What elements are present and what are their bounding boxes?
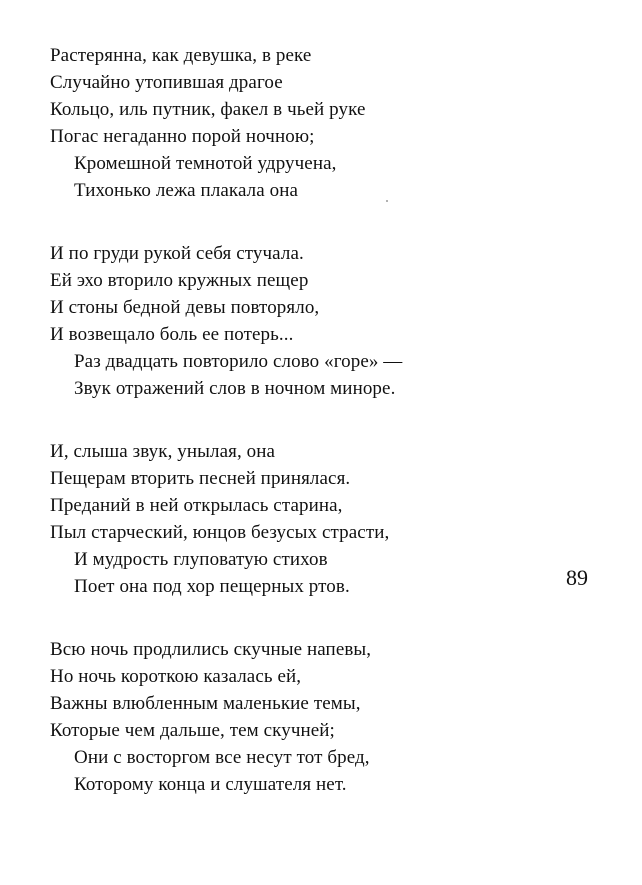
poem-line: Всю ночь продлились скучные напевы, bbox=[50, 639, 372, 660]
scan-speck bbox=[386, 200, 388, 202]
poem bbox=[50, 42, 570, 834]
poem-line: Кольцо, иль путник, факел в чьей руке bbox=[50, 99, 366, 120]
poem-line: И по груди рукой себя стучала. bbox=[50, 243, 304, 264]
stanza-3 bbox=[50, 438, 570, 600]
poem-line-indented: Звук отражений слов в ночном миноре. bbox=[74, 378, 396, 399]
page-number: 89 bbox=[566, 565, 588, 590]
poem-line-indented: Которому конца и слушателя нет. bbox=[74, 774, 347, 795]
poem-line: Которые чем дальше, тем скучней; bbox=[50, 720, 335, 741]
poem-line: Но ночь короткою казалась ей, bbox=[50, 666, 302, 687]
poem-line: Преданий в ней открылась старина, bbox=[50, 495, 343, 516]
poem-line: Важны влюбленным маленькие темы, bbox=[50, 693, 361, 714]
stanza-1 bbox=[50, 42, 570, 204]
poem-line-indented: Поет она под хор пещерных ртов. bbox=[74, 576, 350, 597]
poem-line: И, слыша звук, унылая, она bbox=[50, 441, 276, 462]
poem-line: Растерянна, как девушка, в реке bbox=[50, 45, 312, 66]
poem-line-indented: И мудрость глуповатую стихов bbox=[74, 549, 328, 570]
poem-line-indented: Кромешной темнотой удручена, bbox=[74, 153, 337, 174]
stanza-4 bbox=[50, 636, 570, 798]
poem-line: Ей эхо вторило кружных пещер bbox=[50, 270, 309, 291]
stanza-2 bbox=[50, 240, 570, 402]
poem-line: Пещерам вторить песней принялася. bbox=[50, 468, 351, 489]
poem-line: И стоны бедной девы повторяло, bbox=[50, 297, 320, 318]
poem-line-indented: Тихонько лежа плакала она bbox=[74, 180, 299, 201]
poem-line-indented: Они с восторгом все несут тот бред, bbox=[74, 747, 370, 768]
poem-line: Погас негаданно порой ночною; bbox=[50, 126, 315, 147]
poem-line: Случайно утопившая драгое bbox=[50, 72, 283, 93]
poem-line: И возвещало боль ее потерь... bbox=[50, 324, 294, 345]
poem-line-indented: Раз двадцать повторило слово «горе» — bbox=[74, 351, 403, 372]
poem-line: Пыл старческий, юнцов безусых страсти, bbox=[50, 522, 390, 543]
